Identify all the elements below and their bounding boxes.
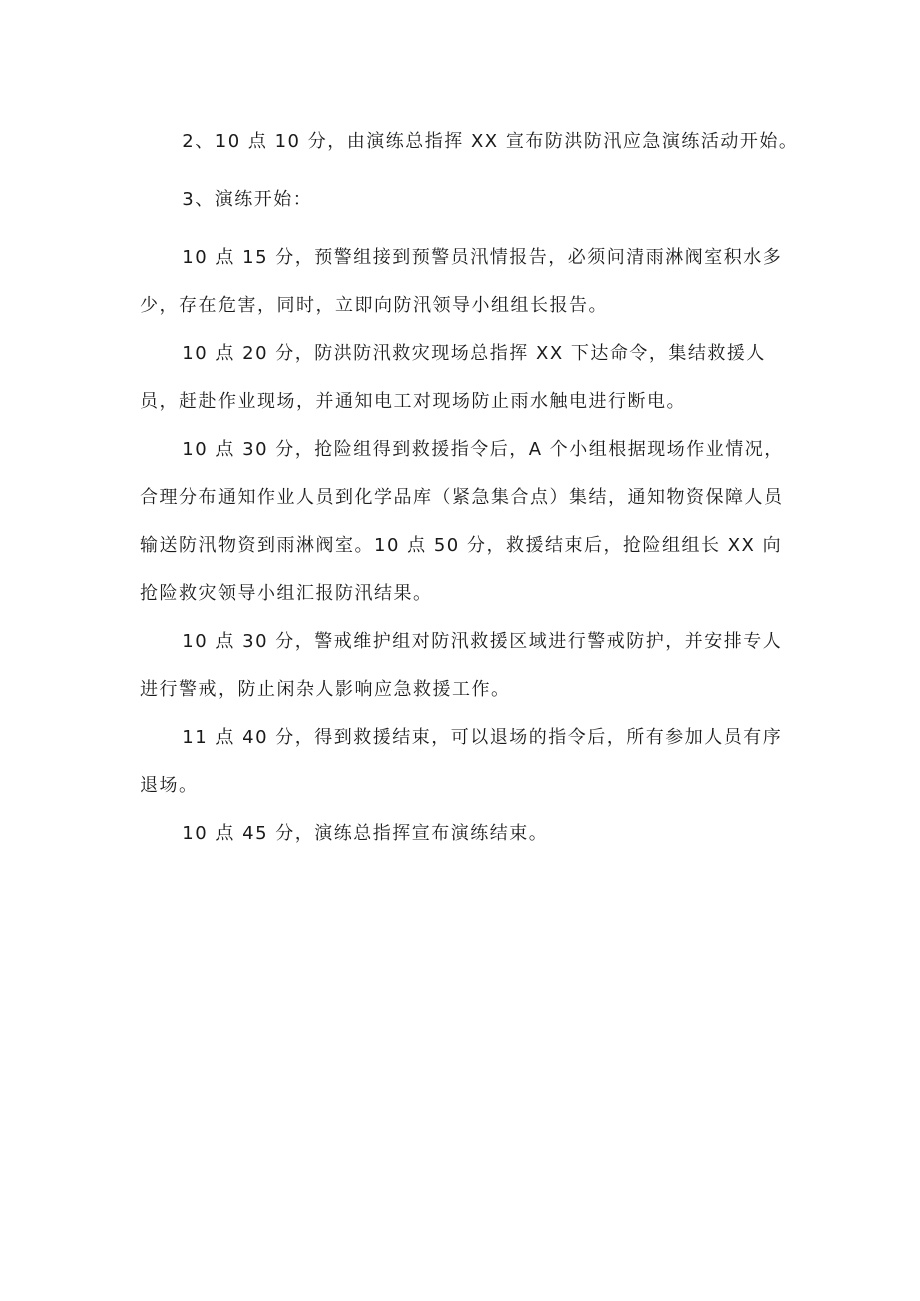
paragraph-step-2: 2、10 点 10 分，由演练总指挥 XX 宣布防洪防汛应急演练活动开始。 [182, 131, 799, 152]
document-body [140, 118, 800, 858]
paragraph-1045: 10 点 45 分，演练总指挥宣布演练结束。 [182, 823, 549, 844]
paragraph-step-3: 3、演练开始： [182, 189, 313, 210]
paragraph-1015: 10 点 15 分，预警组接到预警员汛情报告，必须问清雨淋阀室积水多少，存在危害，同时，立即向防汛领导小组组长报告。 [140, 247, 783, 316]
paragraph-1030-guard: 10 点 30 分，警戒维护组对防汛救援区域进行警戒防护，并安排专人进行警戒，防止闲杂人影响应急救援工作。 [140, 631, 783, 700]
paragraph-1030-rescue: 10 点 30 分，抢险组得到救援指令后，A 个小组根据现场作业情况，合理分布通知作业人员到化学品库（紧急集合点）集结，通知物资保障人员输送防汛物资到雨淋阀室。10 点 50 分，救援结束后，抢险组组长 XX 向抢险救灾领导小组汇报防汛结果。 [140, 439, 784, 604]
paragraph-1020: 10 点 20 分，防洪防汛救灾现场总指挥 XX 下达命令，集结救援人员，赶赴作业现场，并通知电工对现场防止雨水触电进行断电。 [140, 343, 766, 412]
paragraph-1140: 11 点 40 分，得到救援结束，可以退场的指令后，所有参加人员有序退场。 [140, 727, 783, 796]
